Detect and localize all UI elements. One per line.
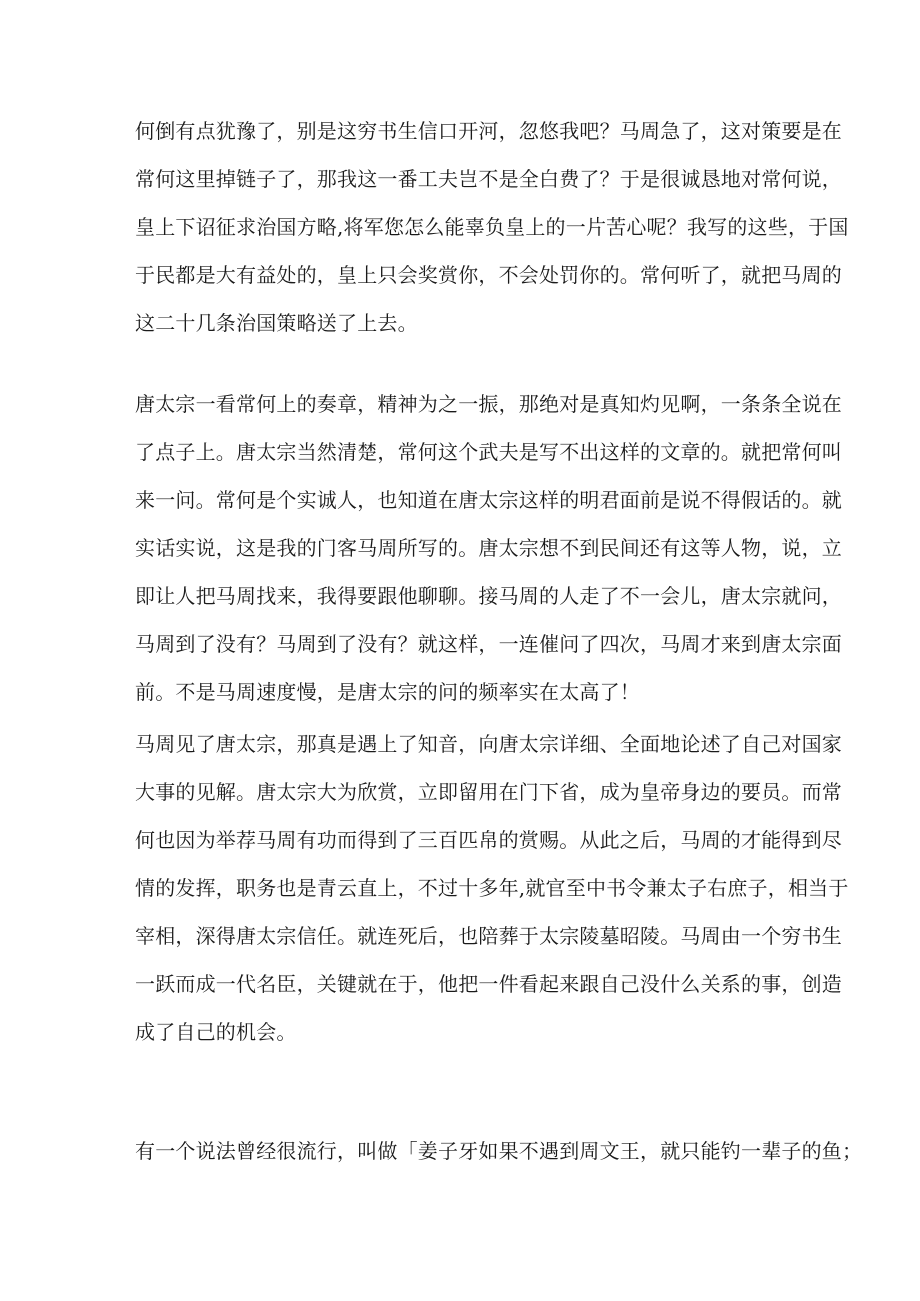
- text-line: 何也因为举荐马周有功而得到了三百匹帛的赏赐。从此之后，马周的才能得到尽: [135, 828, 842, 852]
- paragraph-2: [135, 380, 842, 716]
- text-line: 有一个说法曾经很流行，叫做「姜子牙如果不遇到周文王，就只能钓一辈子的鱼；: [135, 1139, 863, 1163]
- text-line: 马周见了唐太宗，那真是遇上了知音，向唐太宗详细、全面地论述了自己对国家: [135, 732, 842, 756]
- paragraph-1: [135, 107, 849, 347]
- text-line: 这二十几条治国策略送了上去。: [135, 311, 418, 335]
- paragraph-3: [135, 720, 849, 1056]
- text-line: 情的发挥，职务也是青云直上，不过十多年,就官至中书令兼太子右庶子，相当于: [135, 876, 849, 900]
- text-line: 常何这里掉链子了，那我这一番工夫岂不是全白费了？于是很诚恳地对常何说，: [135, 167, 842, 191]
- text-line: 成了自己的机会。: [135, 1020, 297, 1044]
- text-line: 大事的见解。唐太宗大为欣赏，立即留用在门下省，成为皇帝身边的要员。而常: [135, 780, 842, 804]
- text-line: 皇上下诏征求治国方略,将军您怎么能辜负皇上的一片苦心呢？我写的这些，于国: [135, 215, 849, 239]
- text-line: 即让人把马周找来，我得要跟他聊聊。接马周的人走了不一会儿，唐太宗就问，: [135, 584, 842, 608]
- text-line: 实话实说，这是我的门客马周所写的。唐太宗想不到民间还有这等人物，说，立: [135, 536, 842, 560]
- text-line: 马周到了没有？马周到了没有？就这样，一连催问了四次，马周才来到唐太宗面: [135, 632, 842, 656]
- text-line: 宰相，深得唐太宗信任。就连死后，也陪葬于太宗陵墓昭陵。马周由一个穷书生: [135, 924, 842, 948]
- text-line: 唐太宗一看常何上的奏章，精神为之一振，那绝对是真知灼见啊，一条条全说在: [135, 392, 842, 416]
- paragraph-4: [135, 1127, 863, 1175]
- text-line: 了点子上。唐太宗当然清楚，常何这个武夫是写不出这样的文章的。就把常何叫: [135, 440, 842, 464]
- text-line: 于民都是大有益处的，皇上只会奖赏你，不会处罚你的。常何听了，就把马周的: [135, 263, 842, 287]
- text-line: 一跃而成一代名臣，关键就在于，他把一件看起来跟自己没什么关系的事，创造: [135, 972, 842, 996]
- text-line: 何倒有点犹豫了，别是这穷书生信口开河，忽悠我吧？马周急了，这对策要是在: [135, 119, 842, 143]
- text-line: 来一问。常何是个实诚人，也知道在唐太宗这样的明君面前是说不得假话的。就: [135, 488, 842, 512]
- text-line: 前。不是马周速度慢，是唐太宗的问的频率实在太高了！: [135, 680, 640, 704]
